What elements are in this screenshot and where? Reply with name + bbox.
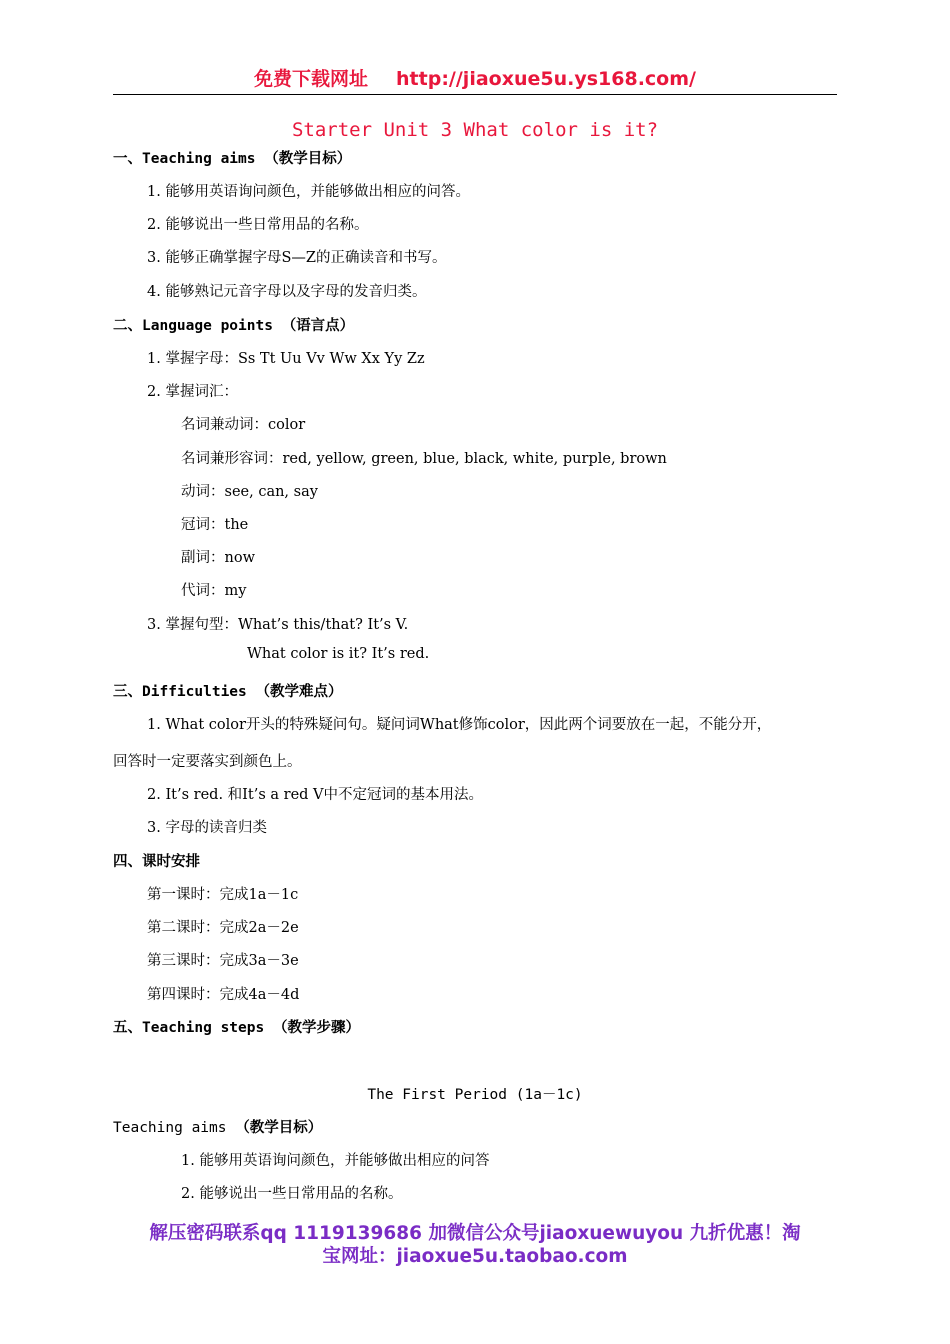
- page-header: [113, 64, 837, 91]
- first-period-aims-heading: Teaching aims （教学目标）: [113, 1120, 323, 1136]
- vocab-item: 名词兼形容词：red, yellow, green, blue, black, white, purple, brown: [181, 451, 667, 467]
- difficulty-item-cont: 回答时一定要落实到颜色上。: [113, 754, 302, 770]
- section-teaching-aims: 一、Teaching aims （教学目标）: [113, 151, 352, 167]
- aim-item: 4. 能够熟记元音字母以及字母的发音归类。: [147, 284, 427, 300]
- section-difficulties: 三、Difficulties （教学难点）: [113, 684, 343, 700]
- letters-item: 1. 掌握字母：Ss Tt Uu Vv Ww Xx Yy Zz: [147, 351, 425, 367]
- document-title: Starter Unit 3 What color is it?: [291, 119, 659, 141]
- sentence-pattern-item: 3. 掌握句型：What’s this/that? It’s V.: [147, 617, 409, 633]
- difficulty-item: 1. What color开头的特殊疑问句。疑问词What修饰color，因此两个词要放在一起，不能分开，: [147, 717, 772, 733]
- vocab-item: 代词：my: [181, 583, 247, 599]
- sentence-pattern-cont: What color is it? It’s red.: [247, 646, 430, 662]
- header-site-link[interactable]: http://jiaoxue5u.ys168.com/: [396, 68, 696, 90]
- section-schedule: 四、课时安排: [113, 854, 200, 870]
- section-language-points: 二、Language points （语言点）: [113, 318, 355, 334]
- header-divider: [113, 94, 837, 95]
- header-site-label: 免费下载网址: [254, 68, 369, 90]
- vocab-item: 冠词：the: [181, 517, 249, 533]
- schedule-item: 第三课时：完成3a－3e: [147, 953, 299, 969]
- aim-item: 2. 能够说出一些日常用品的名称。: [147, 217, 369, 233]
- first-period-aim-item: 1. 能够用英语询问颜色，并能够做出相应的问答: [181, 1153, 490, 1169]
- difficulty-item: 2. It’s red. 和It’s a red V中不定冠词的基本用法。: [147, 787, 484, 803]
- vocab-item: 副词：now: [181, 550, 255, 566]
- vocab-item: 名词兼动词：color: [181, 417, 306, 433]
- vocab-item: 动词：see, can, say: [181, 484, 318, 500]
- section-teaching-steps: 五、Teaching steps （教学步骤）: [113, 1020, 360, 1036]
- aim-item: 1. 能够用英语询问颜色，并能够做出相应的问答。: [147, 184, 470, 200]
- footer-promo-line2: 宝网址：jiaoxue5u.taobao.com: [322, 1246, 628, 1267]
- first-period-heading: The First Period (1a－1c): [367, 1087, 583, 1103]
- aim-item: 3. 能够正确掌握字母S—Z的正确读音和书写。: [147, 250, 447, 266]
- footer-promo-line1: 解压密码联系qq 1119139686 加微信公众号jiaoxuewuyou 九折优惠！淘: [149, 1223, 801, 1244]
- schedule-item: 第四课时：完成4a－4d: [147, 987, 300, 1003]
- schedule-item: 第一课时：完成1a－1c: [147, 887, 299, 903]
- difficulty-item: 3. 字母的读音归类: [147, 820, 267, 836]
- vocab-heading: 2. 掌握词汇：: [147, 384, 238, 400]
- first-period-aim-item: 2. 能够说出一些日常用品的名称。: [181, 1186, 403, 1202]
- schedule-item: 第二课时：完成2a－2e: [147, 920, 299, 936]
